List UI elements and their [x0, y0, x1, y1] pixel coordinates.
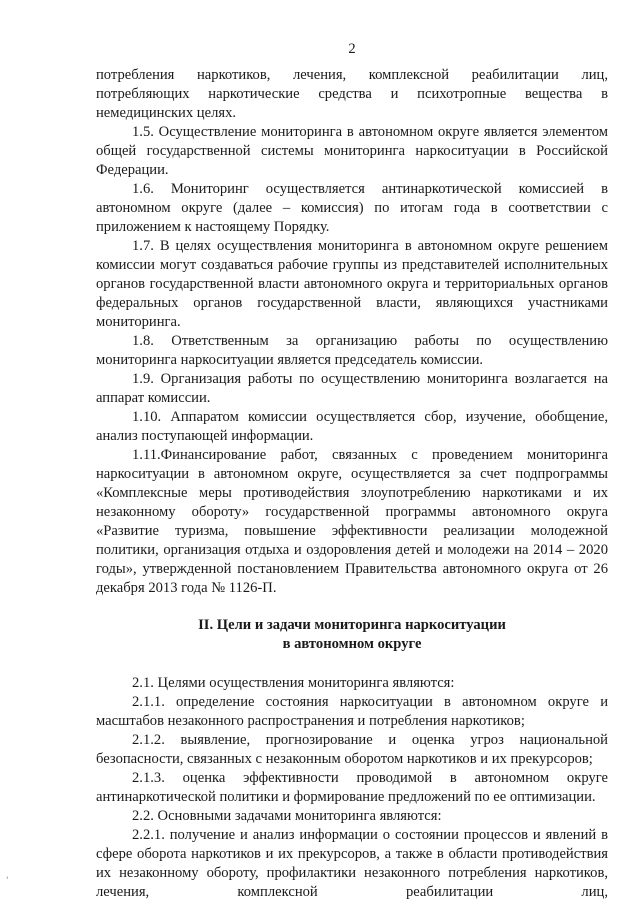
paragraph-p-1-10: 1.10. Аппаратом комиссии осуществляется сбор, изучение, обобщение, анализ поступающей информации.: [96, 409, 608, 444]
paragraph-p-2-1-2: 2.1.2. выявление, прогнозирование и оценка угроз национальной безопасности, связанных с незаконным оборотом наркотиков и их прекурсоров;: [96, 732, 608, 767]
paragraph-p-1-9: 1.9. Организация работы по осуществлению мониторинга возлагается на аппарат комиссии.: [96, 371, 608, 406]
paragraph-p-2-1-3: 2.1.3. оценка эффективности проводимой в автономном округе антинаркотической политики и формирование предложений по ее оптимизации.: [96, 770, 608, 805]
page-number: 2: [348, 41, 356, 57]
section-title-line-1: II. Цели и задачи мониторинга наркоситуации: [198, 617, 506, 633]
paragraph-p-cont: потребления наркотиков, лечения, комплексной реабилитации лиц, потребляющих наркотические средства и психотропные вещества в немедицинских целях.: [96, 67, 608, 121]
paragraph-p-2-1-1: 2.1.1. определение состояния наркоситуации в автономном округе и масштабов незаконного распространения и потребления наркотиков;: [96, 694, 608, 729]
paragraph-p-1-6: 1.6. Мониторинг осуществляется антинаркотической комиссией в автономном округе (далее – комиссия) по итогам года в соответствии с приложением к настоящему Порядку.: [96, 181, 608, 235]
section-two-body: [96, 674, 608, 902]
document-page: [96, 40, 608, 902]
paragraph-p-1-5: 1.5. Осуществление мониторинга в автономном округе является элементом общей государственной системы мониторинга наркоситуации в Российской Федерации.: [96, 124, 608, 178]
scan-mark: ': [6, 876, 9, 886]
paragraph-p-2-2: 2.2. Основными задачами мониторинга являются:: [132, 808, 442, 824]
paragraph-p-2-2-1: 2.2.1. получение и анализ информации о состоянии процессов и явлений в сфере оборота наркотиков и их прекурсоров, а также в области противодействия их незаконному обороту, профилактики незаконного потребления наркотиков, лечения, комплексной реабилитации лиц,: [96, 827, 608, 900]
section-title-line-2: в автономном округе: [282, 636, 422, 652]
paragraph-p-1-8: 1.8. Ответственным за организацию работы по осуществлению мониторинга наркоситуации является председатель комиссии.: [96, 333, 608, 368]
paragraph-p-1-11: 1.11.Финансирование работ, связанных с проведением мониторинга наркоситуации в автономном округе, осуществляется за счет подпрограммы «Комплексные меры противодействия злоупотреблению наркотиками и их незаконному обороту» государственной программы автономного округа «Развитие туризма, повышение эффективности реализации молодежной политики, организация отдыха и оздоровления детей и молодежи на 2014 – 2020 годы», утвержденной постановлением Правительства автономного округа от 26 декабря 2013 года № 1126-П.: [96, 447, 608, 596]
section-one-continuation: [96, 66, 608, 598]
section-title: [96, 616, 608, 654]
paragraph-p-1-7: 1.7. В целях осуществления мониторинга в автономном округе решением комиссии могут создаваться рабочие группы из представителей исполнительных органов государственной власти автономного округа и территориальных органов федеральных органов государственной власти, являющихся участниками мониторинга.: [96, 238, 608, 330]
paragraph-p-2-1: 2.1. Целями осуществления мониторинга являются:: [132, 675, 455, 691]
